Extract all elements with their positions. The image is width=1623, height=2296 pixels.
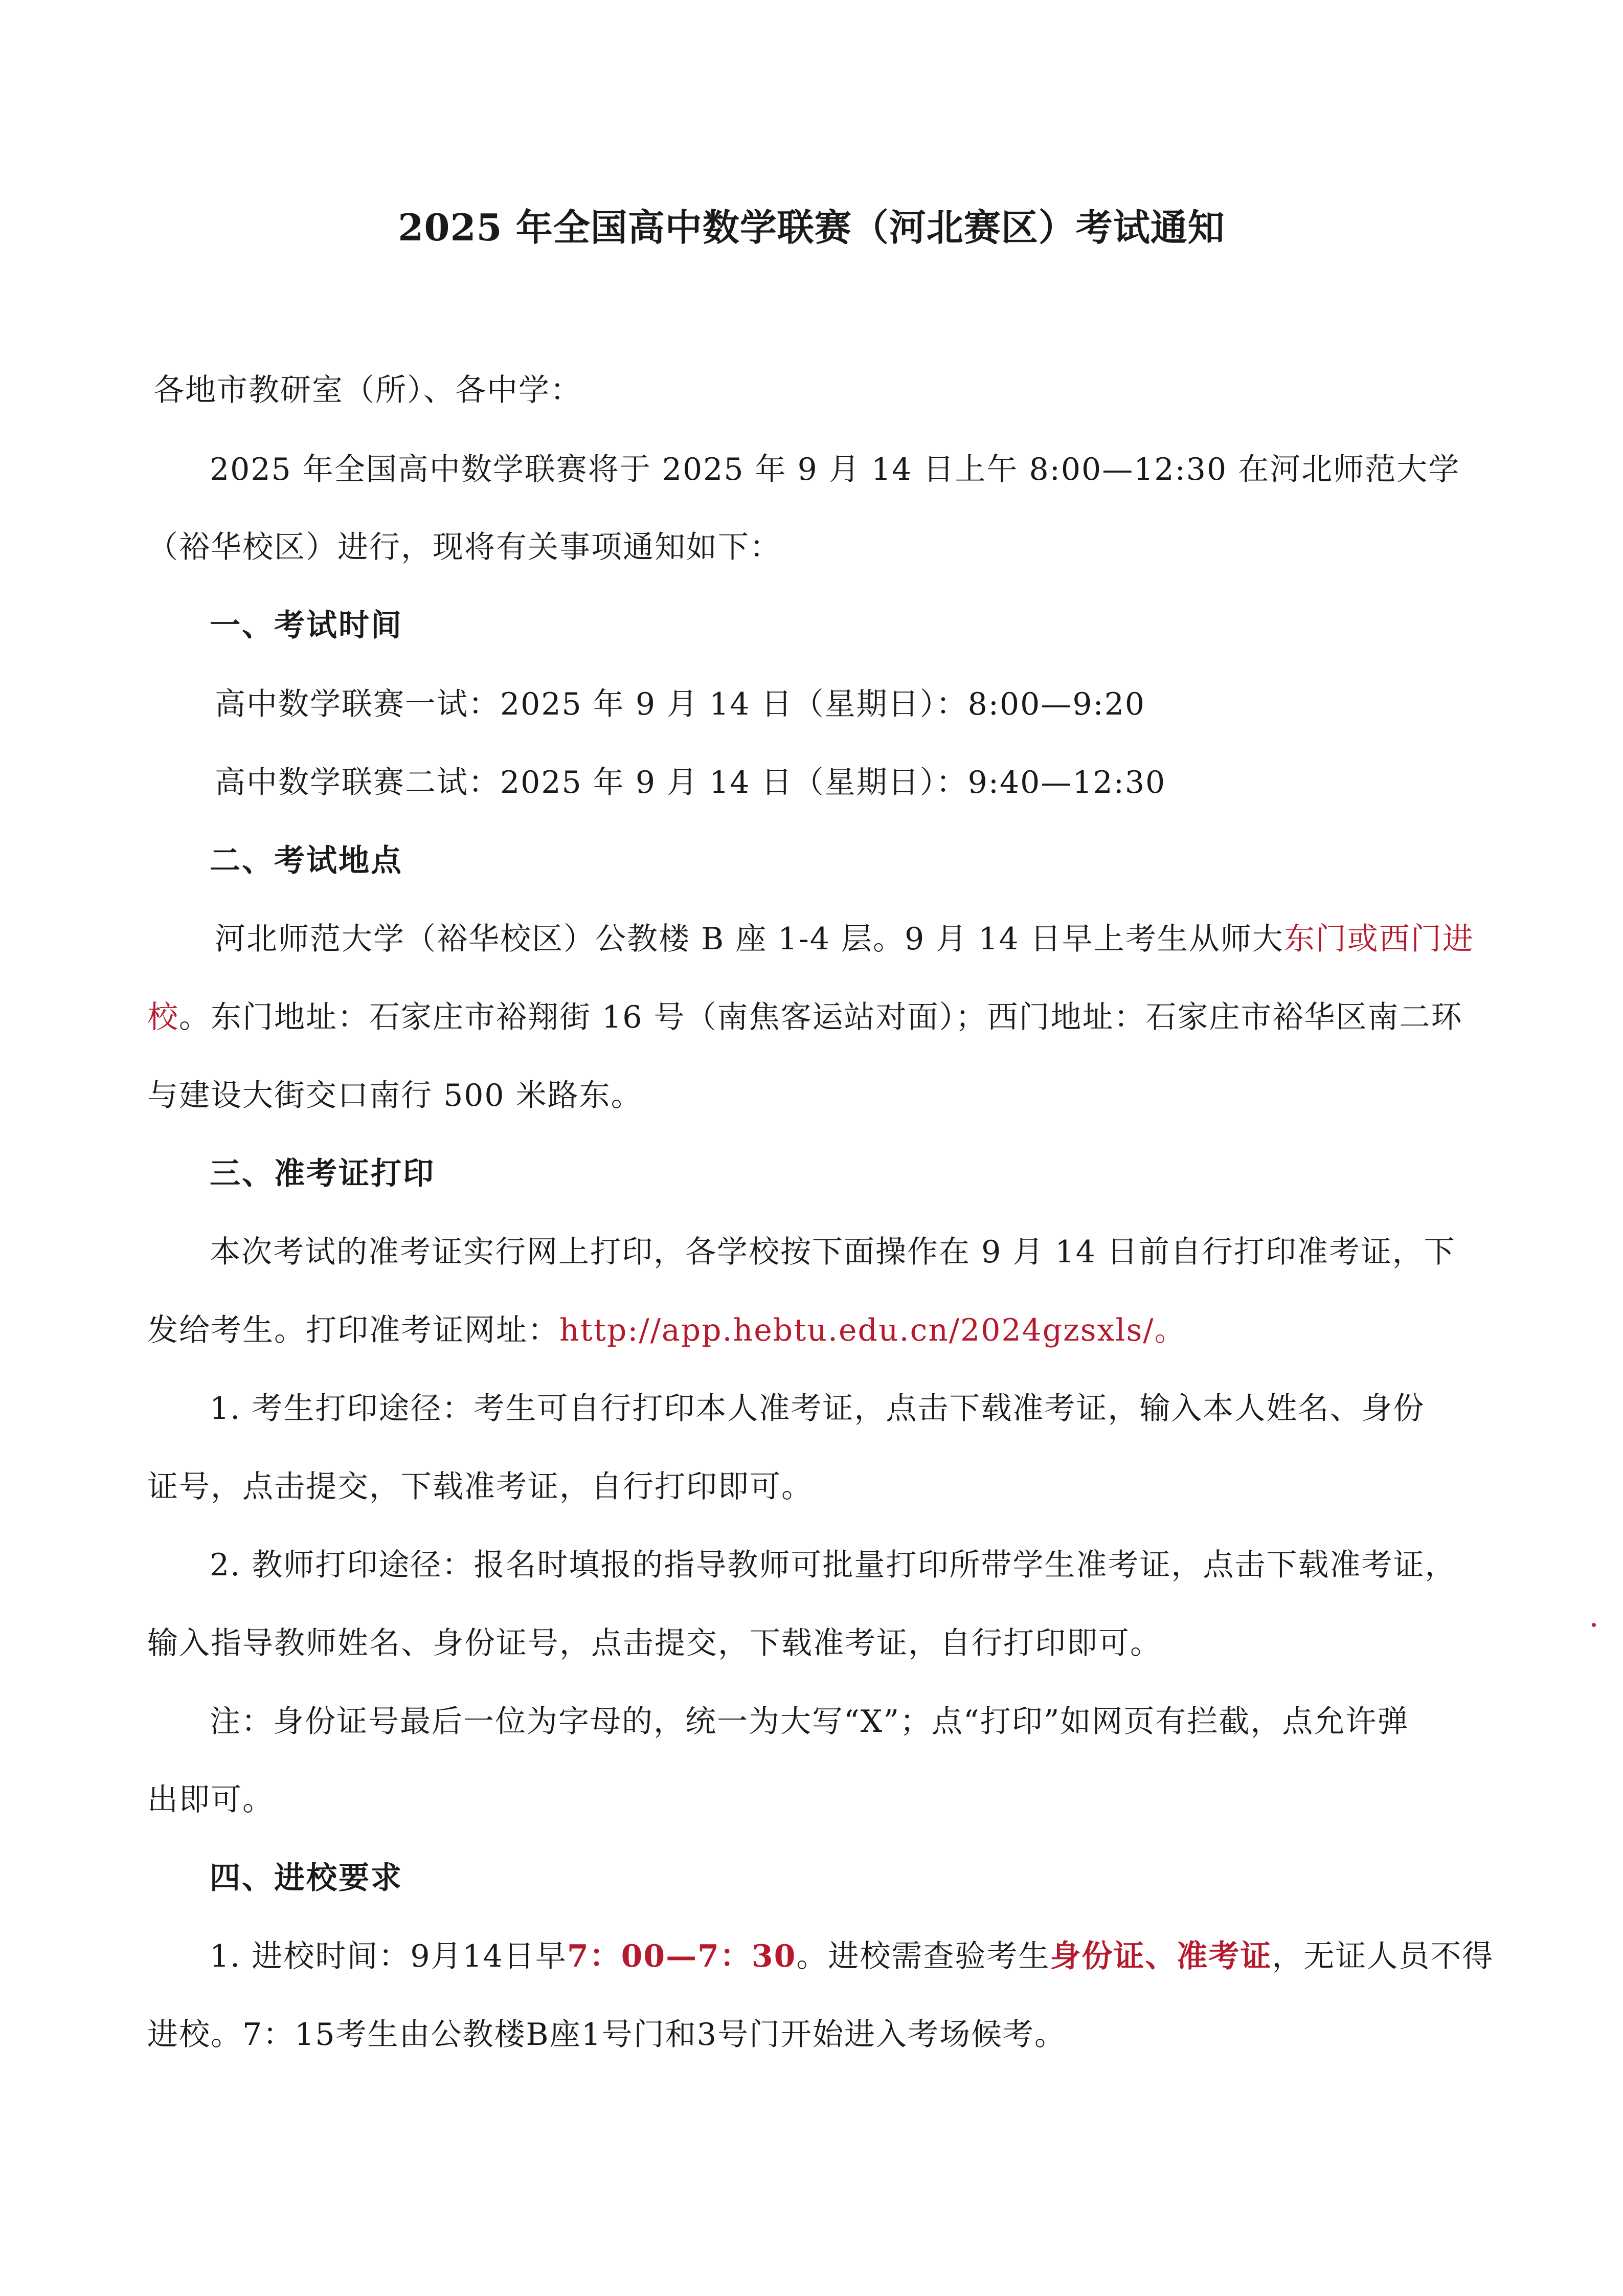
document-title: 2025 年全国高中数学联赛（河北赛区）考试通知 [398, 206, 1225, 249]
intro-line-2: （裕华校区）进行，现将有关事项通知如下： [147, 529, 781, 565]
location-line-3: 与建设大街交口南行 500 米路东。 [147, 1078, 643, 1113]
gate-highlight: 东门或西门进 [1283, 921, 1474, 957]
required-documents: 身份证、准考证 [1050, 1938, 1272, 1974]
gate-addresses: 。东门地址：石家庄市裕翔街 16 号（南焦客运站对面）；西门地址：石家庄市裕华区南二环 [179, 999, 1463, 1035]
intro-line-1: 2025 年全国高中数学联赛将于 2025 年 9 月 14 日上午 8:00—12:30 在河北师范大学 [210, 452, 1460, 487]
gate-highlight-continued: 校 [147, 999, 179, 1035]
entry-time-line-1 [210, 1933, 1494, 1979]
ticket-url-link[interactable]: http://app.hebtu.edu.cn/2024gzsxls/ [559, 1312, 1155, 1348]
ticket-url-label: 发给考生。打印准考证网址： [147, 1312, 559, 1348]
round-1-schedule: 高中数学联赛一试：2025 年 9 月 14 日（星期日）：8:00—9:20 [215, 686, 1146, 722]
entry-restriction-text: ，无证人员不得 [1272, 1938, 1494, 1974]
note-line-1: 注：身份证号最后一位为字母的，统一为大写“X”；点“打印”如网页有拦截，点允许弹 [210, 1704, 1409, 1740]
entry-time-window: 7：00—7：30 [567, 1938, 797, 1974]
section-heading-admission-ticket: 三、准考证打印 [210, 1156, 435, 1192]
scan-mark [1592, 1623, 1596, 1627]
student-print-line-2: 证号，点击提交，下载准考证，自行打印即可。 [147, 1469, 813, 1505]
location-line-2 [147, 994, 1463, 1040]
note-line-2: 出即可。 [147, 1782, 274, 1818]
location-line-1 [215, 916, 1474, 962]
ticket-url-period: 。 [1154, 1312, 1186, 1348]
teacher-print-line-1: 2. 教师打印途径：报名时填报的指导教师可批量打印所带学生准考证，点击下载准考证， [210, 1547, 1457, 1583]
teacher-print-line-2: 输入指导教师姓名、身份证号，点击提交，下载准考证，自行打印即可。 [147, 1625, 1162, 1661]
salutation: 各地市教研室（所）、各中学： [153, 372, 582, 408]
entry-time-line-2: 进校。7：15考生由公教楼B座1号门和3号门开始进入考场候考。 [147, 2017, 1066, 2053]
student-print-line-1: 1. 考生打印途径：考生可自行打印本人准考证，点击下载准考证，输入本人姓名、身份 [210, 1391, 1425, 1426]
section-heading-exam-location: 二、考试地点 [210, 843, 403, 879]
ticket-paragraph-line-1: 本次考试的准考证实行网上打印，各学校按下面操作在 9 月 14 日前自行打印准考证，下 [210, 1234, 1456, 1270]
section-heading-entry-requirements: 四、进校要求 [210, 1860, 403, 1896]
section-heading-exam-time: 一、考试时间 [210, 608, 403, 643]
entry-check-text: 。进校需查验考生 [796, 1938, 1050, 1974]
location-text: 河北师范大学（裕华校区）公教楼 B 座 1-4 层。9 月 14 日早上考生从师大 [215, 921, 1284, 957]
entry-time-label: 1. 进校时间：9月14日早 [210, 1938, 567, 1974]
round-2-schedule: 高中数学联赛二试：2025 年 9 月 14 日（星期日）：9:40—12:30 [215, 765, 1166, 800]
ticket-paragraph-line-2 [147, 1307, 1186, 1353]
